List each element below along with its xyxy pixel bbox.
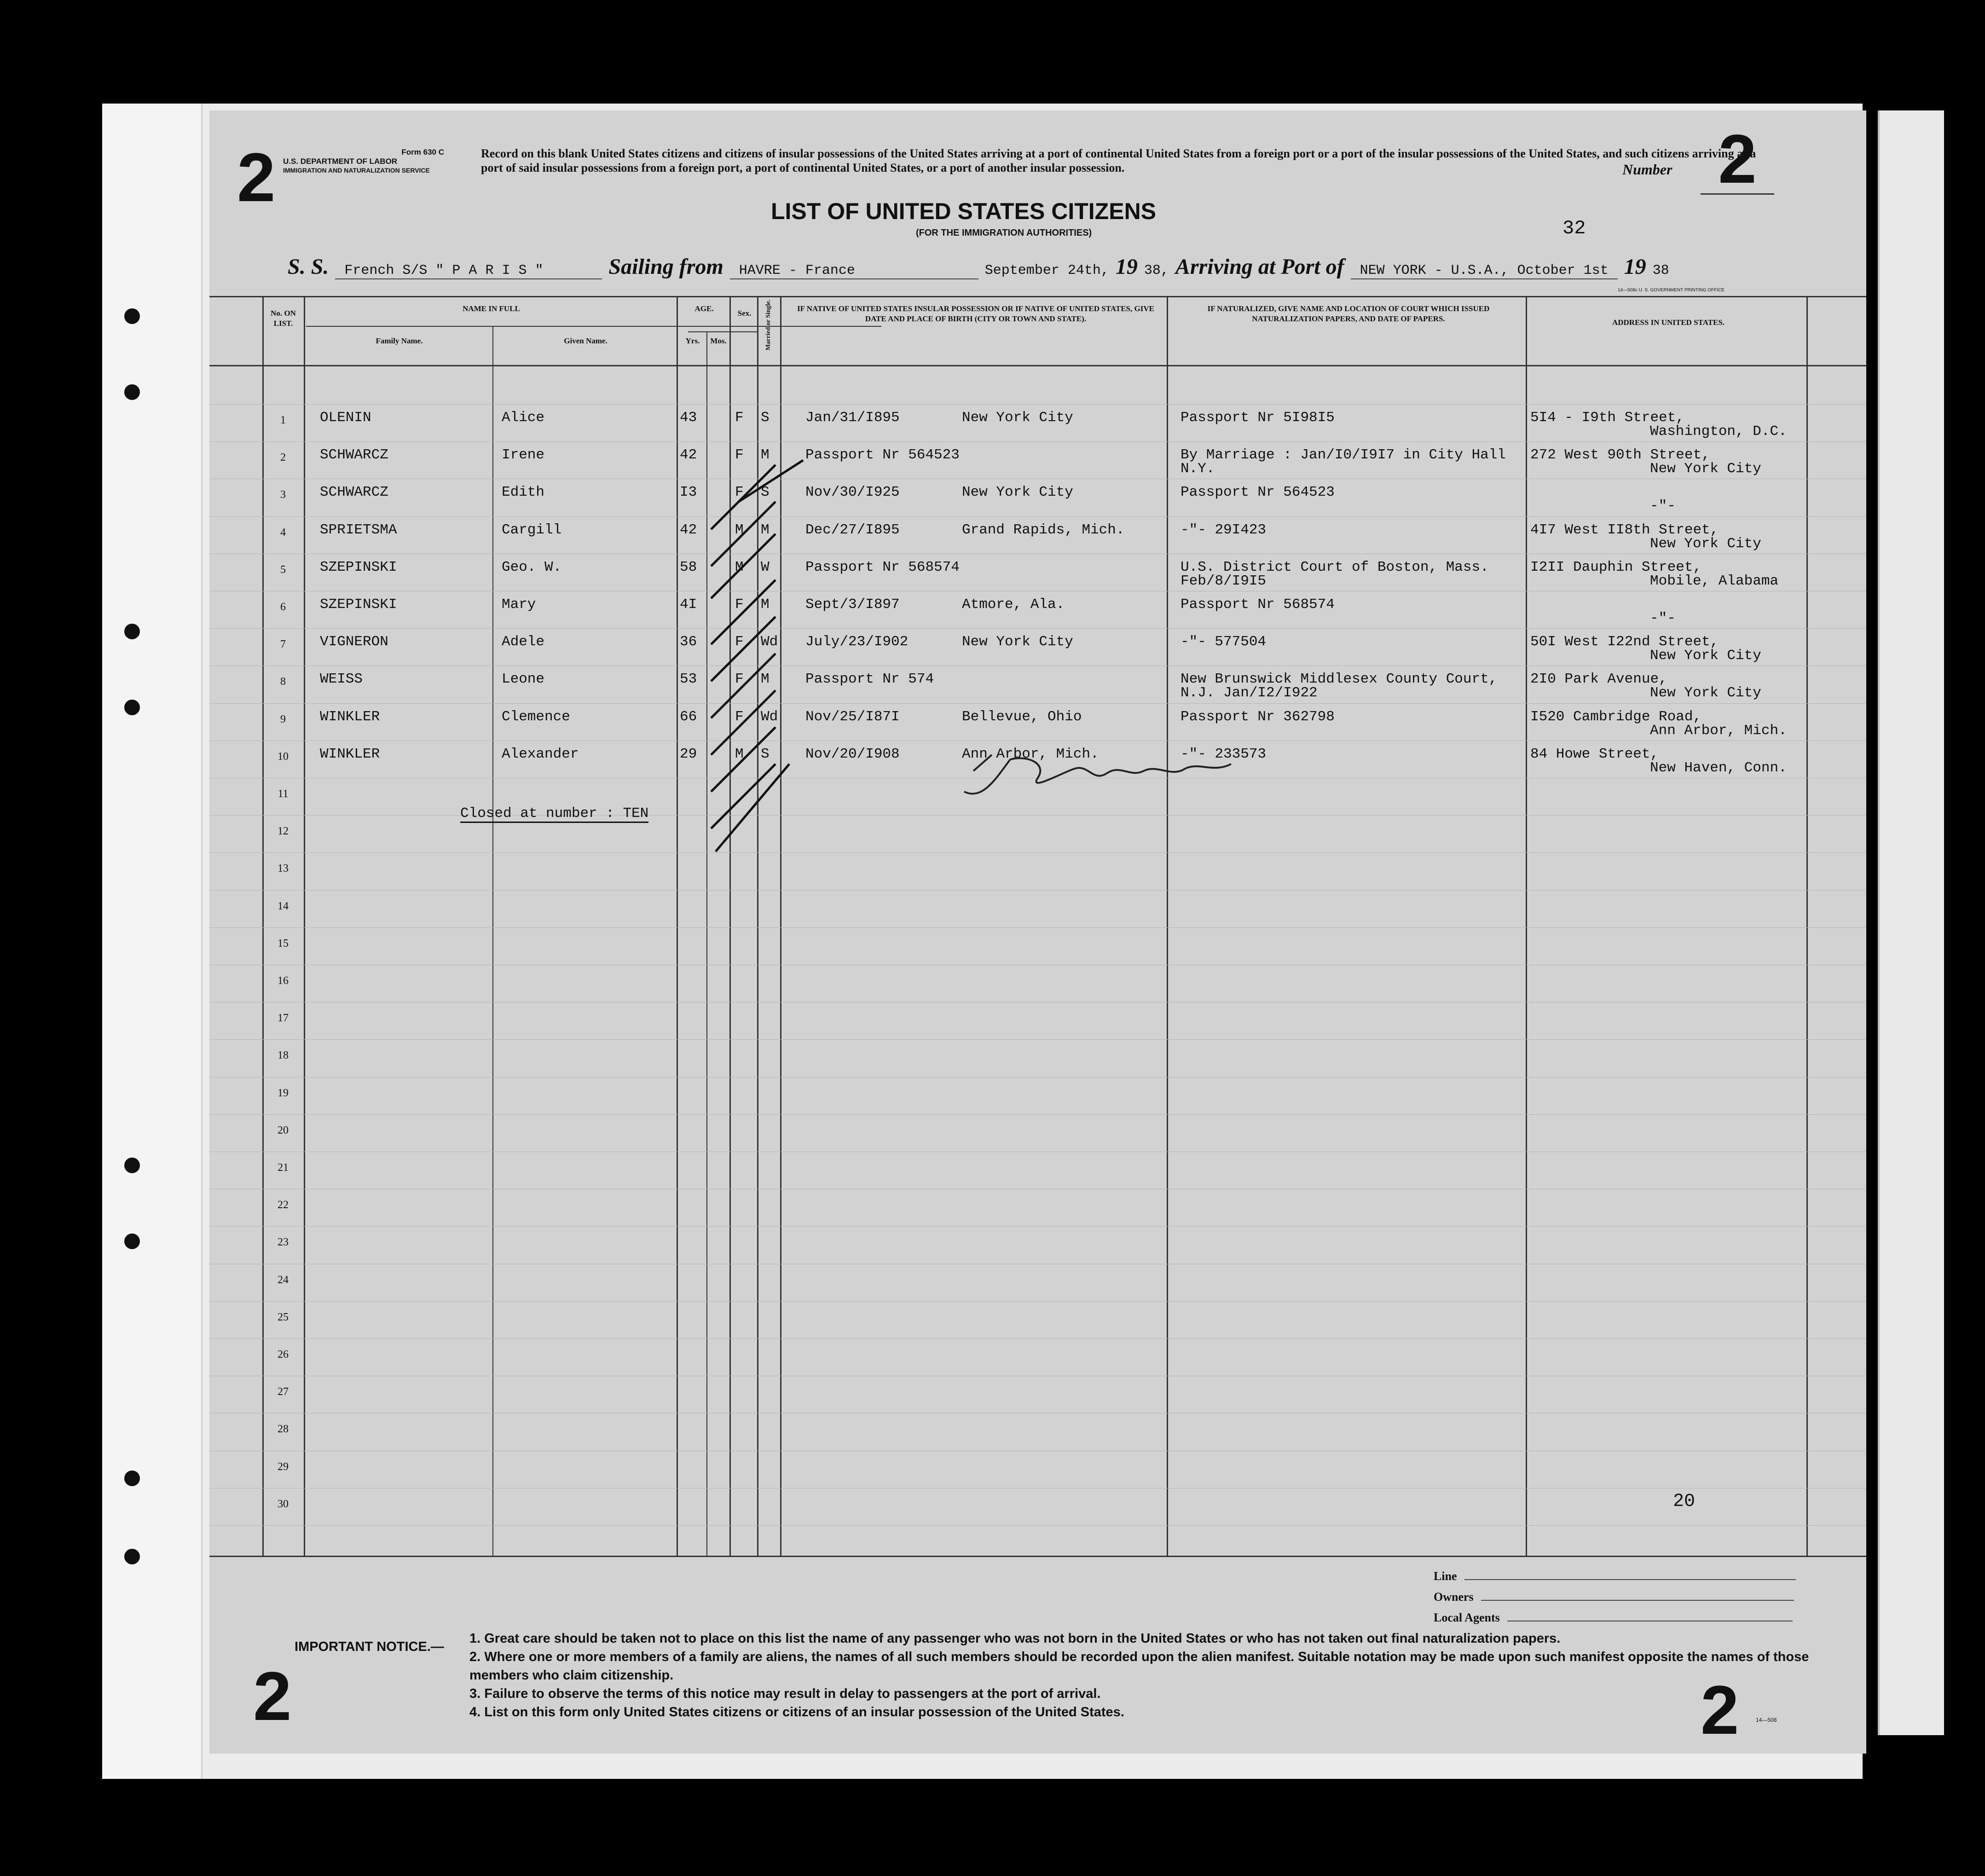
naturalization-line-1: Passport Nr 568574	[1181, 596, 1335, 613]
sex: F	[735, 596, 744, 613]
form-number: Form 630 C	[401, 148, 444, 156]
owners-field	[1434, 1590, 1848, 1604]
notice-4: 4. List on this form only United States citizens or citizens of an insular possession of the United States.	[469, 1705, 1124, 1720]
sex: M	[735, 559, 744, 575]
given-name: Cargill	[502, 521, 562, 538]
binding-hole	[124, 1471, 140, 1486]
family-name: SZEPINSKI	[320, 559, 397, 575]
birth-date: Nov/20/I908	[805, 746, 900, 762]
address-line-2: New York City	[1650, 535, 1761, 552]
line-number: 8	[280, 676, 286, 688]
arrival-year-prefix: 19	[1624, 255, 1646, 279]
binding-strip	[102, 104, 203, 1779]
ruled-line	[209, 852, 1866, 853]
form-subtitle: (FOR THE IMMIGRATION AUTHORITIES)	[916, 228, 1092, 238]
marital-status: M	[761, 521, 770, 538]
line-number: 14	[278, 900, 289, 912]
line-number: 25	[278, 1311, 289, 1323]
line-number: 17	[278, 1012, 289, 1025]
line-number: 6	[280, 601, 286, 613]
ruled-line	[209, 1226, 1866, 1227]
family-name: WEISS	[320, 671, 363, 688]
naturalization-line-1: -"- 577504	[1181, 634, 1267, 650]
binding-hole	[124, 308, 140, 324]
signature-scribble	[955, 746, 1250, 805]
header-age: AGE.	[694, 304, 714, 313]
line-number: 15	[278, 937, 289, 950]
naturalization-line-1: New Brunswick Middlesex County Court,	[1181, 671, 1498, 688]
ship-line	[288, 254, 1843, 279]
given-name: Alexander	[502, 746, 579, 762]
naturalization-line-1: -"- 29I423	[1181, 521, 1267, 538]
line-number: 12	[278, 825, 289, 838]
line-number: 2	[280, 452, 286, 464]
family-name: SCHWARCZ	[320, 484, 388, 501]
birth-date: Dec/27/I895	[805, 521, 900, 538]
naturalization-line-1: Passport Nr 5I98I5	[1181, 410, 1335, 426]
header-no-on-list: No. ON LIST.	[271, 309, 296, 328]
naturalization-line-2: Feb/8/I9I5	[1181, 573, 1267, 589]
given-name: Geo. W.	[502, 559, 562, 575]
line-number: 9	[280, 713, 286, 725]
ruled-line	[209, 890, 1866, 891]
line-number: 3	[280, 489, 286, 501]
line-number: 23	[278, 1236, 289, 1249]
footer-page-number: 20	[1673, 1491, 1696, 1512]
sex: F	[735, 708, 744, 725]
binding-hole	[124, 1549, 140, 1564]
line-number: 22	[278, 1199, 289, 1211]
stamp-number: 32	[1563, 217, 1586, 239]
bottom-right-number: 2	[1701, 1671, 1739, 1749]
naturalization-line-1: Passport Nr 564523	[1181, 484, 1335, 501]
handwritten-check-marks	[697, 350, 808, 879]
local-agents-label: Local Agents	[1434, 1611, 1500, 1624]
given-name: Clemence	[502, 708, 570, 725]
birth-place: New York City	[962, 484, 1073, 501]
address-line-2: New York City	[1650, 648, 1761, 664]
owners-label: Owners	[1434, 1590, 1474, 1604]
address-line-2: Mobile, Alabama	[1650, 573, 1779, 589]
marital-status: M	[761, 447, 770, 463]
birth-date: Jan/31/I895	[805, 410, 900, 426]
naturalization-line-1: By Marriage : Jan/I0/I9I7 in City Hall	[1181, 447, 1506, 463]
binding-hole	[124, 624, 140, 639]
arrival-year: 38	[1652, 263, 1669, 278]
service: IMMIGRATION AND NATURALIZATION SERVICE	[283, 167, 430, 174]
naturalization-line-2: N.J. Jan/I2/I922	[1181, 685, 1318, 701]
address-line-1: I2II Dauphin Street,	[1530, 559, 1702, 575]
corner-form-number: 2	[237, 139, 276, 216]
birth-date: Passport Nr 568574	[805, 559, 960, 575]
birth-date: July/23/I902	[805, 634, 909, 650]
line-number: 19	[278, 1087, 289, 1099]
address-line-2: New Haven, Conn.	[1650, 759, 1787, 776]
address-line-2: Ann Arbor, Mich.	[1650, 722, 1787, 739]
marital-status: M	[761, 596, 770, 613]
sex: F	[735, 634, 744, 650]
age-years: I3	[680, 484, 697, 501]
ruled-line	[209, 703, 1866, 704]
birth-place: New York City	[962, 410, 1073, 426]
ruled-line	[209, 927, 1866, 928]
line-number: 24	[278, 1274, 289, 1286]
marital-status: S	[761, 484, 770, 501]
family-name: SZEPINSKI	[320, 596, 397, 613]
marital-status: W	[761, 559, 770, 575]
print-code: 14—508c U. S. GOVERNMENT PRINTING OFFICE	[1618, 288, 1725, 293]
header-married-single: Married or Single.	[765, 299, 772, 351]
address-line-1: I520 Cambridge Road,	[1530, 708, 1702, 725]
header-family-name: Family Name.	[376, 336, 423, 345]
address-line-1: 5I4 - I9th Street,	[1530, 410, 1684, 426]
address-line-1: 84 Howe Street,	[1530, 746, 1659, 762]
address-line-2: -"-	[1650, 498, 1676, 515]
arrival-port: NEW YORK - U.S.A., October 1st	[1351, 263, 1618, 279]
sailing-year-prefix: 19	[1115, 255, 1138, 279]
line-number: 16	[278, 975, 289, 987]
notice-2: 2. Where one or more members of a family are aliens, the names of all such members should be recorded upon the alien manifest. Suitable notation may be made upon such manifest opposite the names of those members who claim citizenship.	[469, 1650, 1809, 1683]
birth-place: Atmore, Ala.	[962, 596, 1065, 613]
marital-status: S	[761, 410, 770, 426]
given-name: Leone	[502, 671, 545, 688]
binding-hole	[124, 1233, 140, 1249]
header-years: Yrs.	[685, 336, 700, 345]
ruled-line	[209, 441, 1866, 442]
line-number: 26	[278, 1349, 289, 1361]
birth-date: Sept/3/I897	[805, 596, 900, 613]
header-address: ADDRESS IN UNITED STATES.	[1612, 318, 1725, 327]
ruled-line	[209, 1114, 1866, 1115]
header-name-in-full: NAME IN FULL	[463, 304, 520, 313]
notice-3: 3. Failure to observe the terms of this notice may result in delay to passengers at the port of arrival.	[469, 1686, 1101, 1701]
header-birth: IF NATIVE OF UNITED STATES INSULAR POSSESSION OR IF NATIVE OF UNITED STATES, GIVE DATE AND PLACE OF BIRTH (CITY OR TOWN AND STATE).	[797, 304, 1154, 323]
ruled-line	[209, 628, 1866, 629]
marital-status: Wd	[761, 634, 778, 650]
sheet-number: 2	[1701, 124, 1774, 195]
line-number: 5	[280, 563, 286, 576]
address-line-2: New York City	[1650, 461, 1761, 477]
given-name: Mary	[502, 596, 536, 613]
address-line-2: New York City	[1650, 685, 1761, 701]
department: U.S. DEPARTMENT OF LABOR	[283, 157, 398, 166]
sailing-port: HAVRE - France	[730, 263, 978, 279]
family-name: SPRIETSMA	[320, 521, 397, 538]
marital-status: Wd	[761, 708, 778, 725]
line-number: 13	[278, 863, 289, 875]
birth-date: Nov/25/I87I	[805, 708, 900, 725]
local-agents-field	[1434, 1611, 1848, 1625]
age-years: 36	[680, 634, 697, 650]
address-line-1: 272 West 90th Street,	[1530, 447, 1710, 463]
line-number: 11	[278, 788, 289, 800]
naturalization-line-1: Passport Nr 362798	[1181, 708, 1335, 725]
naturalization-line-1: U.S. District Court of Boston, Mass.	[1181, 559, 1489, 575]
line-label: Line	[1434, 1569, 1457, 1583]
ss-label: S. S.	[288, 255, 329, 279]
sex: F	[735, 671, 744, 688]
sex: M	[735, 521, 744, 538]
header-sex: Sex.	[737, 309, 752, 318]
family-name: WINKLER	[320, 708, 380, 725]
given-name: Edith	[502, 484, 545, 501]
family-name: VIGNERON	[320, 634, 388, 650]
ruled-line	[209, 1039, 1866, 1040]
header-given-name: Given Name.	[564, 336, 608, 345]
ruled-line	[209, 1338, 1866, 1339]
given-name: Irene	[502, 447, 545, 463]
address-line-2: -"-	[1650, 610, 1676, 626]
address-line-1: 2I0 Park Avenue,	[1530, 671, 1667, 688]
line-number: 21	[278, 1162, 289, 1174]
ruled-line	[209, 1525, 1866, 1526]
age-years: 66	[680, 708, 697, 725]
birth-date: Passport Nr 574	[805, 671, 934, 688]
notice-title: IMPORTANT NOTICE.—	[295, 1639, 444, 1654]
sex: F	[735, 484, 744, 501]
age-years: 29	[680, 746, 697, 762]
address-line-1: 4I7 West II8th Street,	[1530, 521, 1719, 538]
sailing-date: September 24th,	[984, 263, 1109, 278]
line-number: 7	[280, 638, 286, 651]
binding-hole	[124, 700, 140, 715]
sex: M	[735, 746, 744, 762]
line-number: 30	[278, 1498, 289, 1510]
immigration-form	[209, 110, 1866, 1754]
line-number: 29	[278, 1460, 289, 1473]
line-number: 27	[278, 1386, 289, 1398]
header-months: Mos.	[710, 336, 727, 345]
header-naturalized: IF NATURALIZED, GIVE NAME AND LOCATION OF COURT WHICH ISSUED NATURALIZATION PAPERS, AND DATE OF PAPERS.	[1207, 304, 1490, 323]
age-years: 43	[680, 410, 697, 426]
notice-1: 1. Great care should be taken not to place on this list the name of any passenger who was not born in the United States or who has not taken out final naturalization papers.	[469, 1631, 1561, 1646]
birth-place: New York City	[962, 634, 1073, 650]
binding-hole	[124, 384, 140, 400]
birth-date: Nov/30/I925	[805, 484, 900, 501]
form-title: LIST OF UNITED STATES CITIZENS	[771, 198, 1157, 224]
age-years: 53	[680, 671, 697, 688]
birth-place: Ann Arbor, Mich.	[962, 746, 1099, 762]
address-line-1: 50I West I22nd Street,	[1530, 634, 1719, 650]
family-name: WINKLER	[320, 746, 380, 762]
given-name: Adele	[502, 634, 545, 650]
age-years: 4I	[680, 596, 697, 613]
sailing-year: 38,	[1144, 263, 1169, 278]
line-number: 20	[278, 1124, 289, 1136]
ship-name: French S/S " P A R I S "	[335, 263, 602, 279]
age-years: 42	[680, 521, 697, 538]
age-years: 58	[680, 559, 697, 575]
page-edge	[1878, 110, 1944, 1735]
sailing-label: Sailing from	[608, 255, 723, 279]
age-years: 42	[680, 447, 697, 463]
address-line-2: Washington, D.C.	[1650, 423, 1787, 440]
ruled-line	[209, 516, 1866, 517]
bottom-left-number: 2	[253, 1657, 292, 1735]
number-label: Number	[1622, 161, 1672, 178]
birth-place: Bellevue, Ohio	[962, 708, 1082, 725]
ruled-line	[209, 1301, 1866, 1302]
line-number: 18	[278, 1049, 289, 1062]
birth-place: Grand Rapids, Mich.	[962, 521, 1125, 538]
sex: F	[735, 410, 744, 426]
line-number: 1	[280, 414, 286, 426]
line-number: 4	[280, 526, 286, 538]
birth-date: Passport Nr 564523	[805, 447, 960, 463]
binding-hole	[124, 1158, 140, 1173]
naturalization-line-1: -"- 233573	[1181, 746, 1267, 762]
line-number: 28	[278, 1423, 289, 1436]
sex: F	[735, 447, 744, 463]
marital-status: M	[761, 671, 770, 688]
ruled-line	[209, 815, 1866, 816]
line-number: 10	[278, 750, 289, 763]
family-name: SCHWARCZ	[320, 447, 388, 463]
family-name: OLENIN	[320, 410, 371, 426]
arriving-label: Arriving at Port of	[1175, 255, 1344, 279]
naturalization-line-2: N.Y.	[1181, 461, 1215, 477]
closed-note: Closed at number : TEN	[460, 805, 648, 823]
line-field	[1434, 1569, 1848, 1583]
marital-status: S	[761, 746, 770, 762]
form-instruction: Record on this blank United States citizens and citizens of insular possessions of the United States arriving at a port of continental United States from a foreign port or a port of the insular possessions of the United States, and such citizens arriving at a port of said insular possessions from a foreign port, a port of continental United States, or a port of another insular possession.	[481, 147, 1756, 174]
given-name: Alice	[502, 410, 545, 426]
footer-code: 14—508	[1756, 1717, 1777, 1723]
ruled-line	[209, 404, 1866, 405]
